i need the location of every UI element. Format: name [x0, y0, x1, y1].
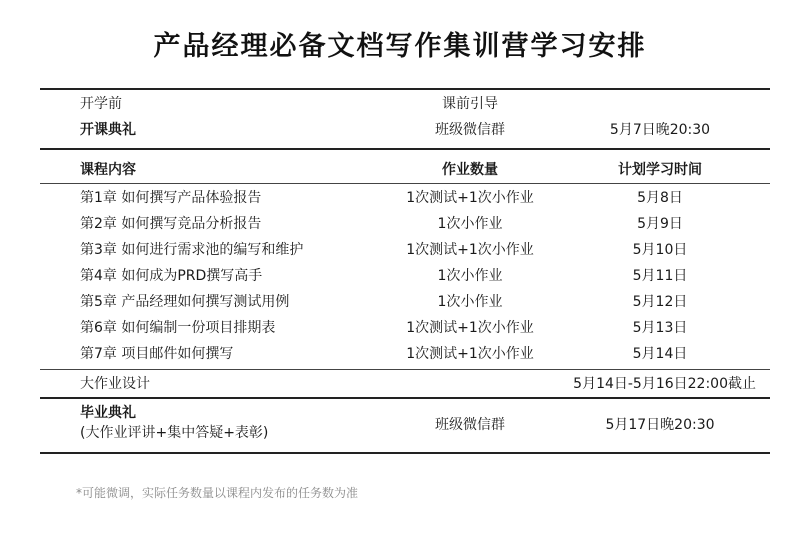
chapter-time: 5月13日: [632, 320, 688, 336]
chapter-homework: 1次小作业: [437, 294, 503, 310]
chapter-name: 第1章 如何撰写产品体验报告: [80, 190, 262, 206]
chapter-time: 5月14日: [632, 346, 688, 362]
graduation-channel: 班级微信群: [435, 417, 505, 433]
table-row: [40, 315, 770, 341]
graduation-label: 毕业典礼: [80, 405, 136, 421]
big-assignment-row: [40, 371, 770, 397]
big-assignment-time: 5月14日-5月16日22:00截止: [573, 376, 756, 392]
graduation-row: [40, 402, 770, 448]
pre-label: 开学前: [80, 96, 122, 112]
header-top-rule: [40, 148, 770, 150]
chapters-bottom-rule: [40, 369, 770, 370]
table-row: [40, 341, 770, 367]
header-content: 课程内容: [80, 162, 136, 178]
chapter-name: 第2章 如何撰写竞品分析报告: [80, 216, 262, 232]
chapter-name: 第3章 如何进行需求池的编写和维护: [80, 242, 304, 258]
chapter-homework: 1次测试+1次小作业: [406, 346, 534, 362]
footnote: *可能微调，实际任务数量以课程内发布的任务数为准: [76, 486, 359, 500]
chapter-homework: 1次小作业: [437, 268, 503, 284]
chapter-time: 5月12日: [632, 294, 688, 310]
graduation-time: 5月17日晚20:30: [605, 417, 715, 433]
chapter-time: 5月9日: [637, 216, 683, 232]
header-time: 计划学习时间: [618, 162, 702, 178]
table-row: [40, 289, 770, 315]
chapter-homework: 1次小作业: [437, 216, 503, 232]
table-row: [40, 263, 770, 289]
chapter-time: 5月11日: [632, 268, 688, 284]
table-row: [40, 185, 770, 211]
chapter-homework: 1次测试+1次小作业: [406, 242, 534, 258]
pre-guide: 课前引导: [442, 96, 498, 112]
table-row: [40, 237, 770, 263]
chapter-name: 第4章 如何成为PRD撰写高手: [80, 268, 263, 284]
chapter-name: 第6章 如何编制一份项目排期表: [80, 320, 276, 336]
opening-channel: 班级微信群: [435, 122, 505, 138]
table-bottom-rule: [40, 452, 770, 454]
opening-row: [40, 117, 770, 143]
chapter-homework: 1次测试+1次小作业: [406, 320, 534, 336]
graduation-top-rule: [40, 397, 770, 399]
chapter-time: 5月8日: [637, 190, 683, 206]
opening-time: 5月7日晚20:30: [609, 122, 711, 138]
header-homework: 作业数量: [442, 162, 498, 178]
pre-row: [40, 91, 770, 117]
table-top-rule: [40, 88, 770, 90]
big-assignment-label: 大作业设计: [80, 376, 150, 392]
table-row: [40, 211, 770, 237]
chapter-homework: 1次测试+1次小作业: [406, 190, 534, 206]
opening-label: 开课典礼: [80, 122, 136, 138]
chapter-name: 第7章 项目邮件如何撰写: [80, 346, 234, 362]
chapter-name: 第5章 产品经理如何撰写测试用例: [80, 294, 290, 310]
chapter-time: 5月10日: [632, 242, 688, 258]
header-bottom-rule: [40, 183, 770, 184]
page-title: 产品经理必备文档写作集训营学习安排: [153, 31, 647, 62]
graduation-sublabel: (大作业评讲+集中答疑+表彰): [80, 425, 269, 441]
header-row: [40, 157, 770, 183]
